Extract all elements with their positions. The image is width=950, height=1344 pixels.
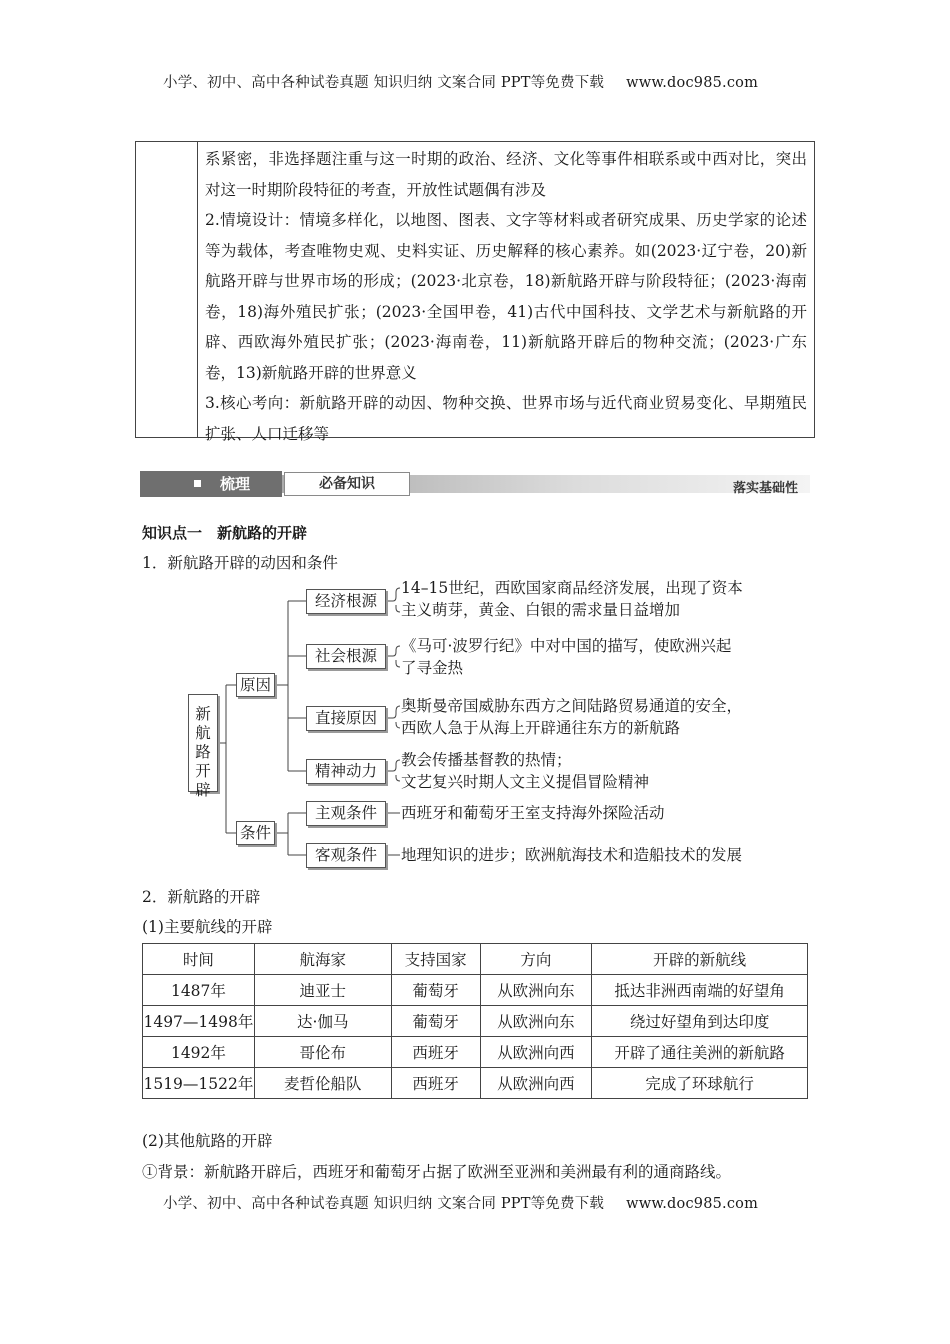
subsection-2a-title: (1)主要航线的开辟 bbox=[142, 918, 273, 936]
table-header-cell: 方向 bbox=[480, 944, 592, 975]
background-paragraph: ①背景：新航路开辟后，西班牙和葡萄牙占据了欧洲至亚洲和美洲最有利的通商路线。 bbox=[142, 1163, 732, 1181]
table-cell: 葡萄牙 bbox=[391, 975, 480, 1006]
subsection-1-title: 1．新航路开辟的动因和条件 bbox=[142, 554, 338, 572]
banner-middle-label: 必备知识 bbox=[284, 472, 410, 496]
table-header-cell: 时间 bbox=[143, 944, 255, 975]
table-cell: 达·伽马 bbox=[254, 1006, 391, 1037]
footer-text: 小学、初中、高中各种试卷真题 知识归纳 文案合同 PPT等免费下载 bbox=[163, 1196, 605, 1212]
mindmap-text-social bbox=[401, 635, 731, 679]
mindmap-text-line: 文艺复兴时期人文主义提倡冒险精神 bbox=[401, 773, 650, 791]
table-row bbox=[143, 975, 808, 1006]
table-cell: 开辟了通往美洲的新航路 bbox=[592, 1037, 808, 1068]
table-cell: 西班牙 bbox=[391, 1068, 480, 1099]
table-header-cell: 航海家 bbox=[254, 944, 391, 975]
intro-line-1: 系紧密，非选择题注重与这一时期的政治、经济、文化等事件相联系或中西对比，突出对这一时期阶段特征的考查，开放性试题偶有涉及 bbox=[205, 150, 807, 199]
mindmap-condition-box: 条件 bbox=[236, 821, 275, 845]
mindmap-text-line: 了寻金热 bbox=[401, 659, 464, 677]
mindmap-item-spirit: 精神动力 bbox=[306, 759, 386, 784]
mindmap-item-subjective: 主观条件 bbox=[306, 801, 386, 826]
table-cell: 迪亚士 bbox=[254, 975, 391, 1006]
subsection-2b-title: (2)其他航路的开辟 bbox=[142, 1132, 273, 1150]
mindmap-item-economic: 经济根源 bbox=[306, 589, 386, 614]
mindmap-text-line: 西欧人急于从海上开辟通往东方的新航路 bbox=[401, 719, 681, 737]
mindmap-item-direct: 直接原因 bbox=[306, 706, 386, 731]
subsection-2-title: 2．新航路的开辟 bbox=[142, 888, 261, 906]
routes-table bbox=[142, 943, 808, 1099]
table-cell: 哥伦布 bbox=[254, 1037, 391, 1068]
table-cell: 1492年 bbox=[143, 1037, 255, 1068]
table-header-cell: 开辟的新航线 bbox=[592, 944, 808, 975]
mindmap-text-line: 西班牙和葡萄牙王室支持海外探险活动 bbox=[401, 804, 665, 822]
table-cell: 麦哲伦船队 bbox=[254, 1068, 391, 1099]
header-site: www.doc985.com bbox=[626, 75, 759, 91]
mindmap-item-social: 社会根源 bbox=[306, 644, 386, 669]
table-cell: 抵达非洲西南端的好望角 bbox=[592, 975, 808, 1006]
table-cell: 葡萄牙 bbox=[391, 1006, 480, 1037]
table-cell: 1487年 bbox=[143, 975, 255, 1006]
table-row bbox=[143, 1006, 808, 1037]
table-cell: 1519—1522年 bbox=[143, 1068, 255, 1099]
section-title: 知识点一 新航路的开辟 bbox=[142, 524, 308, 542]
table-cell: 西班牙 bbox=[391, 1037, 480, 1068]
table-header-cell: 支持国家 bbox=[391, 944, 480, 975]
mindmap-text-line: 地理知识的进步；欧洲航海技术和造船技术的发展 bbox=[401, 846, 743, 864]
table-cell: 1497—1498年 bbox=[143, 1006, 255, 1037]
mindmap-reason-box: 原因 bbox=[236, 673, 275, 697]
table-cell: 从欧洲向东 bbox=[480, 1006, 592, 1037]
mindmap-item-objective: 客观条件 bbox=[306, 843, 386, 868]
table-cell: 从欧洲向西 bbox=[480, 1037, 592, 1068]
mindmap-text-subjective bbox=[401, 802, 665, 824]
table-cell: 从欧洲向东 bbox=[480, 975, 592, 1006]
intro-line-3: 3.核心考向：新航路开辟的动因、物种交换、世界市场与近代商业贸易变化、早期殖民扩张、人口迁移等 bbox=[205, 394, 807, 443]
banner-left-label: 梳理 bbox=[220, 475, 251, 493]
mindmap-text-line: 《马可·波罗行纪》中对中国的描写，使欧洲兴起 bbox=[401, 637, 732, 655]
mindmap-root-label: 新航路开辟 bbox=[195, 705, 211, 799]
header-text: 小学、初中、高中各种试卷真题 知识归纳 文案合同 PPT等免费下载 bbox=[163, 75, 605, 91]
intro-line-2: 2.情境设计：情境多样化，以地图、图表、文字等材料或者研究成果、历史学家的论述等为载体，考查唯物史观、史料实证、历史解释的核心素养。如(2023·辽宁卷，20)新航路开辟与世界市场的形成；(2023·北京卷，18)新航路开辟与阶段特征；(2023·海南卷，18)海外殖民扩张；(2023·全国甲卷，41)古代中国科技、文学艺术与新航路的开辟、西欧海外殖民扩张；(2023·海南卷，11)新航路开辟后的物种交流；(2023·广东卷，13)新航路开辟的世界意义 bbox=[205, 211, 807, 382]
mindmap-text-line: 主义萌芽，黄金、白银的需求量日益增加 bbox=[401, 601, 681, 619]
mindmap-text-direct bbox=[401, 695, 742, 739]
table-cell: 从欧洲向西 bbox=[480, 1068, 592, 1099]
mindmap-text-line: 教会传播基督教的热情； bbox=[401, 751, 572, 769]
table-row bbox=[143, 1037, 808, 1068]
footer-site: www.doc985.com bbox=[626, 1196, 759, 1212]
table-cell: 完成了环球航行 bbox=[592, 1068, 808, 1099]
mindmap-text-objective bbox=[401, 844, 742, 866]
mindmap-text-spirit bbox=[401, 749, 649, 793]
mindmap-text-economic bbox=[401, 577, 743, 621]
table-cell: 绕过好望角到达印度 bbox=[592, 1006, 808, 1037]
mindmap-text-line: 奥斯曼帝国威胁东西方之间陆路贸易通道的安全， bbox=[401, 697, 743, 715]
page-footer bbox=[163, 1192, 758, 1213]
table-row bbox=[143, 1068, 808, 1099]
table-header-row bbox=[143, 944, 808, 975]
mindmap-text-line: 14–15世纪，西欧国家商品经济发展，出现了资本 bbox=[401, 579, 743, 597]
mindmap-root-box bbox=[188, 694, 218, 799]
banner-right-label: 落实基础性 bbox=[732, 481, 798, 496]
